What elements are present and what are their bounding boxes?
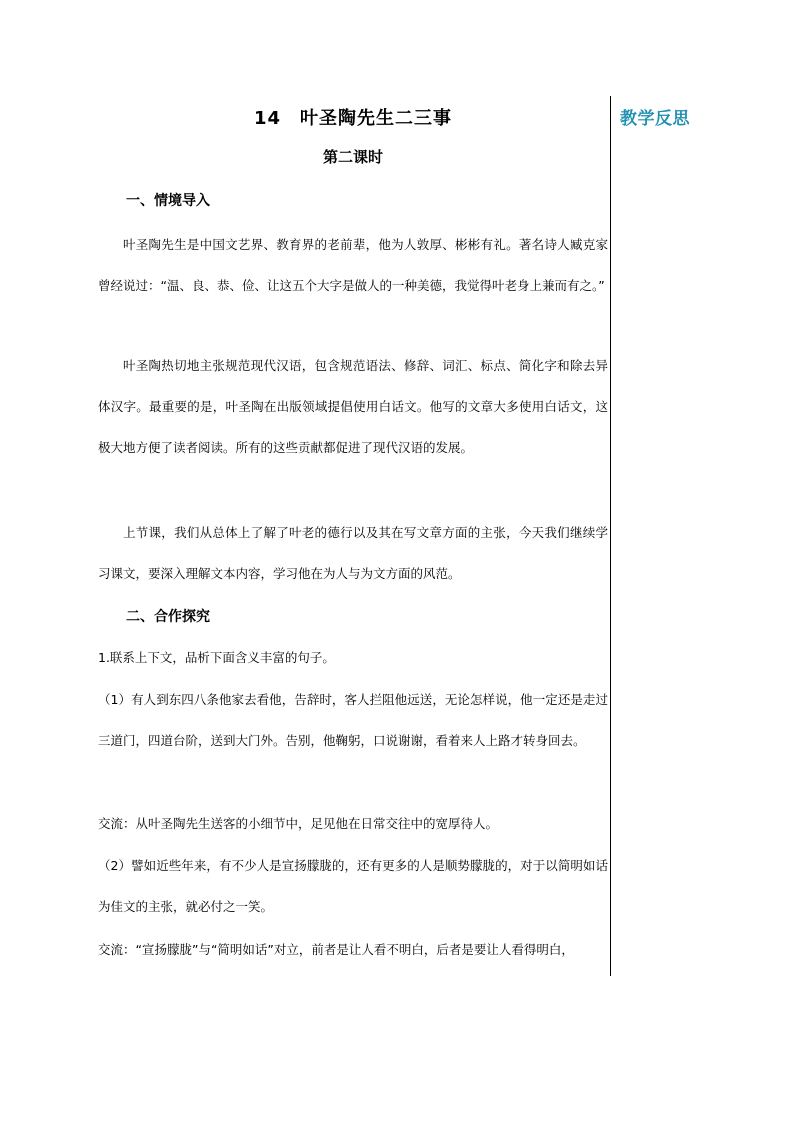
sentence-item-1: （1）有人到东四八条他家去看他，告辞时，客人拦阻他远送，无论怎样说，他一定还是走过三道门，四道台阶，送到大门外。告别，他鞠躬，口说谢谢，看着来人上路才转身回去。 <box>98 692 608 748</box>
sentence-item-2: （2）譬如近些年来，有不少人是宣扬朦胧的，还有更多的人是顺势朦胧的，对于以简明如话为佳文的主张，就必付之一笑。 <box>98 858 608 914</box>
section-heading-explore: 二、合作探究 <box>126 609 210 625</box>
intro-paragraph-3: 上节课，我们从总体上了解了叶老的德行以及其在写文章方面的主张，今天我们继续学习课文，要深入理解文本内容，学习他在为人与为文方面的风范。 <box>98 525 608 581</box>
teaching-reflection-heading: 教学反思 <box>620 109 690 129</box>
intro-paragraph-2: 叶圣陶热切地主张规范现代汉语，包含规范语法、修辞、词汇、标点、简化字和除去异体汉字。最重要的是，叶圣陶在出版领域提倡使用白话文。他写的文章大多使用白话文，这极大地方便了读者阅读。所有的这些贡献都促进了现代汉语的发展。 <box>98 358 608 455</box>
question-1: 1.联系上下文，品析下面含义丰富的句子。 <box>98 650 335 665</box>
intro-paragraph-1: 叶圣陶先生是中国文艺界、教育界的老前辈，他为人敦厚、彬彬有礼。著名诗人臧克家曾经说过：“温、良、恭、俭、让这五个大字是做人的一种美德，我觉得叶老身上兼而有之。” <box>98 237 608 293</box>
discussion-answer-2: 交流：“宣扬朦胧”与“简明如话”对立，前者是让人看不明白，后者是要让人看得明白， <box>98 942 574 957</box>
section-heading-intro: 一、情境导入 <box>126 193 210 209</box>
lesson-subtitle: 第二课时 <box>322 148 383 166</box>
discussion-answer-1: 交流：从叶圣陶先生送客的小细节中，足见他在日常交往中的宽厚待人。 <box>98 816 499 831</box>
lesson-title: 14 叶圣陶先生二三事 <box>253 108 453 129</box>
column-divider <box>610 96 611 976</box>
